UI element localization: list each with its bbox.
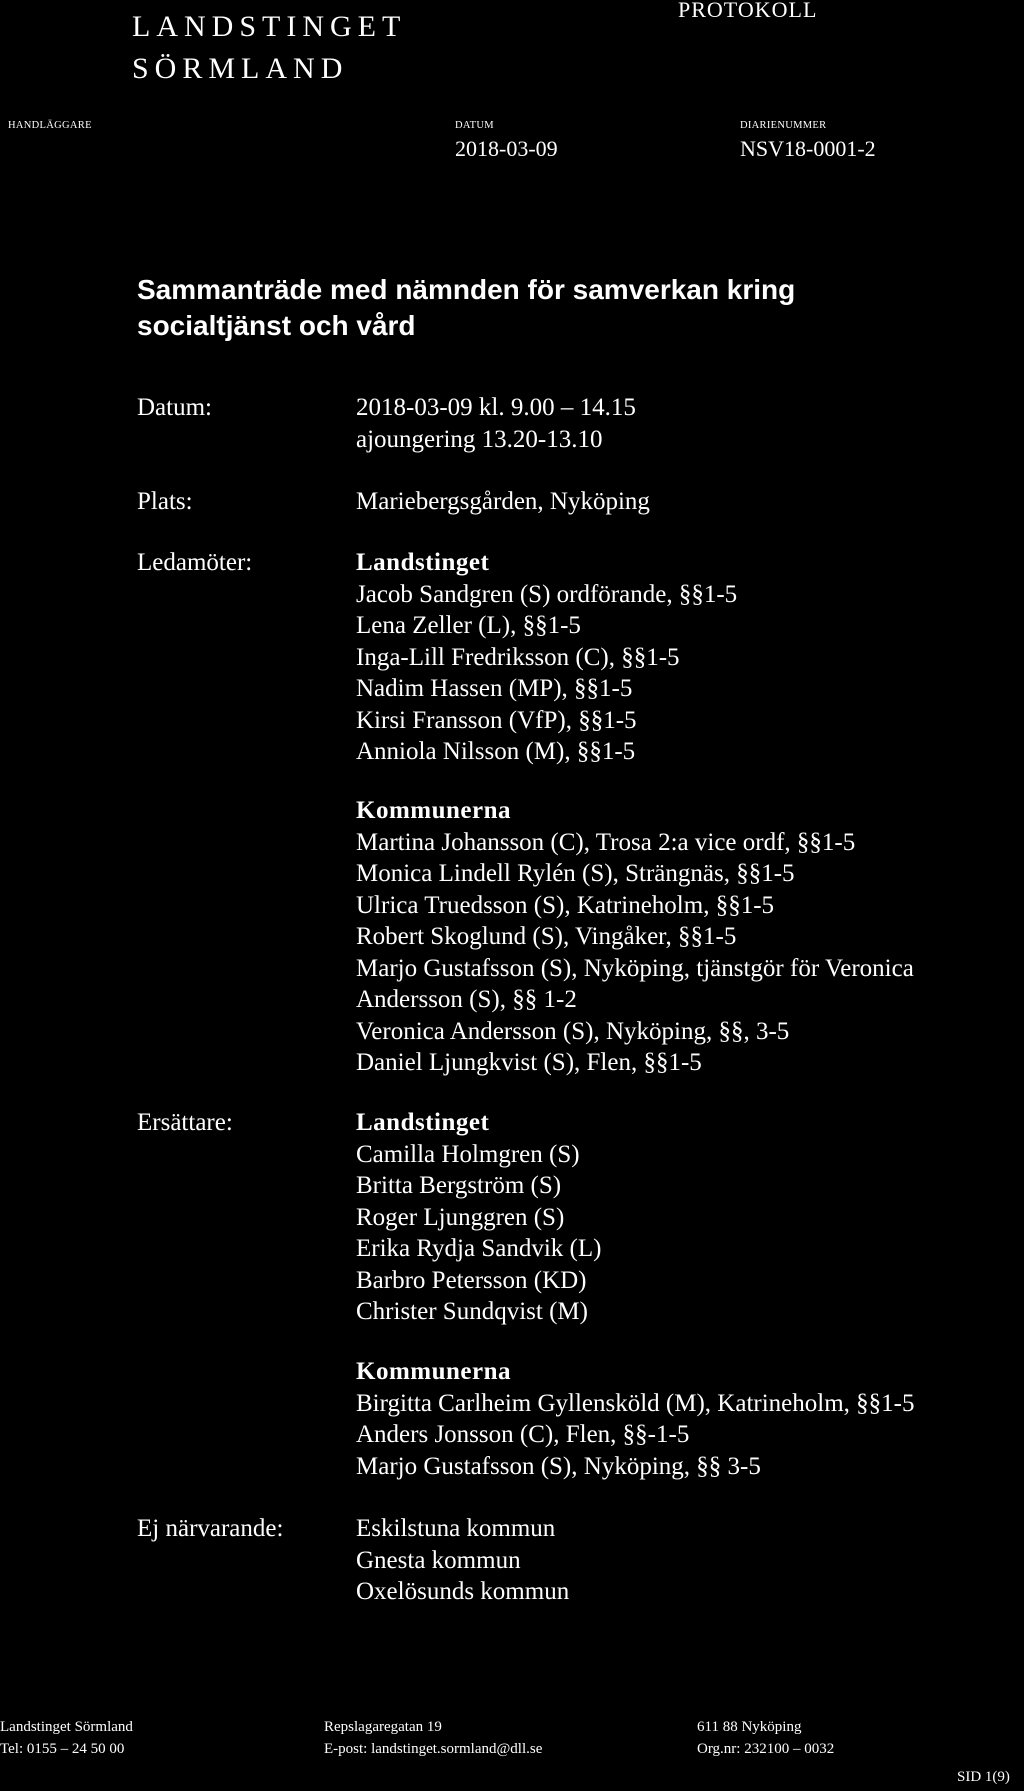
footer-postal-code: 611 88 Nyköping: [697, 1719, 802, 1735]
group-heading: Kommunerna: [356, 1358, 511, 1385]
list-item: Jacob Sandgren (S) ordförande, §§1-5: [356, 580, 738, 608]
footer-orgnr: Org.nr: 232100 – 0032: [697, 1741, 835, 1757]
datum-time: 2018-03-09 kl. 9.00 – 14.15: [356, 394, 636, 421]
logo-line-2: [132, 54, 406, 84]
datum-value: [356, 392, 636, 456]
datum-adjournment: ajoungering 13.20-13.10: [356, 426, 603, 453]
list-item: Robert Skoglund (S), Vingåker, §§1-5: [356, 923, 737, 950]
footer-org: [0, 1716, 133, 1760]
ej-narvarande-list: [356, 1513, 1024, 1608]
logo: [132, 12, 406, 84]
list-item: Anders Jonsson (C), Flen, §§-1-5: [356, 1421, 690, 1448]
list-item: Birgitta Carlheim Gyllensköld (M), Katrineholm, §§1-5: [356, 1389, 915, 1417]
plats-label: Plats:: [137, 488, 193, 515]
ledamoter-label: Ledamöter:: [137, 549, 253, 576]
ledamoter-kommunerna: [356, 795, 1024, 1079]
diarienummer-value: NSV18-0001-2: [740, 136, 876, 161]
footer-tel: Tel: 0155 – 24 50 00: [0, 1741, 125, 1757]
list-item: Eskilstuna kommun: [356, 1515, 556, 1542]
list-item: Monica Lindell Rylén (S), Strängnäs, §§1-5: [356, 860, 795, 887]
plats-value: Mariebergsgården, Nyköping: [356, 488, 650, 515]
list-item: Ulrica Truedsson (S), Katrineholm, §§1-5: [356, 891, 775, 919]
list-item: Gnesta kommun: [356, 1546, 521, 1574]
list-item: Inga-Lill Fredriksson (C), §§1-5: [356, 643, 680, 671]
logo-line-2-text: SÖRMLAND: [132, 52, 349, 85]
footer-org-name: Landstinget Sörmland: [0, 1719, 133, 1735]
page-number: SID 1(9): [957, 1769, 1010, 1785]
footer-postal: [697, 1716, 834, 1760]
list-item: Nadim Hassen (MP), §§1-5: [356, 675, 633, 702]
list-item: Martina Johansson (C), Trosa 2:a vice ordf, §§1-5: [356, 828, 856, 856]
list-item: Oxelösunds kommun: [356, 1578, 570, 1605]
list-item: Marjo Gustafsson (S), Nyköping, §§ 3-5: [356, 1452, 761, 1480]
list-item: Erika Rydja Sandvik (L): [356, 1235, 602, 1262]
handlaggare-label: HANDLÄGGARE: [8, 120, 92, 131]
diarienummer-label: DIARIENUMMER: [740, 120, 827, 131]
ersattare-kommunerna: [356, 1356, 1024, 1482]
footer-street: Repslagaregatan 19: [324, 1719, 442, 1735]
list-item: Lena Zeller (L), §§1-5: [356, 612, 581, 639]
list-item: Christer Sundqvist (M): [356, 1298, 588, 1325]
list-item: Barbro Petersson (KD): [356, 1266, 587, 1294]
logo-line-1: [132, 12, 406, 50]
group-heading: Kommunerna: [356, 797, 511, 824]
datum-label: Datum:: [137, 394, 212, 421]
group-heading: Landstinget: [356, 549, 490, 576]
list-item: Camilla Holmgren (S): [356, 1140, 580, 1168]
footer-email: E-post: landstinget.sormland@dll.se: [324, 1741, 543, 1757]
group-heading: Landstinget: [356, 1109, 490, 1136]
logo-line-1-text: LANDSTINGET: [132, 10, 407, 43]
ersattare-landstinget: [356, 1107, 1024, 1328]
ej-narvarande-label: Ej närvarande:: [137, 1515, 284, 1542]
list-item: Britta Bergström (S): [356, 1172, 562, 1199]
page-title: Sammanträde med nämnden för samverkan kring socialtjänst och vård: [137, 274, 796, 341]
list-item: Marjo Gustafsson (S), Nyköping, tjänstgör för Veronica: [356, 954, 914, 982]
document-type: PROTOKOLL: [678, 0, 818, 22]
list-item: Andersson (S), §§ 1-2: [356, 986, 577, 1013]
list-item: Kirsi Fransson (VfP), §§1-5: [356, 706, 637, 734]
ledamoter-landstinget: [356, 547, 1024, 768]
list-item: Roger Ljunggren (S): [356, 1203, 565, 1231]
footer-address: [324, 1716, 542, 1760]
list-item: Veronica Andersson (S), Nyköping, §§, 3-5: [356, 1017, 790, 1045]
list-item: Daniel Ljungkvist (S), Flen, §§1-5: [356, 1049, 702, 1076]
datum-meta-value: 2018-03-09: [455, 136, 558, 161]
datum-meta-label: DATUM: [455, 120, 494, 131]
list-item: Anniola Nilsson (M), §§1-5: [356, 738, 636, 765]
ersattare-label: Ersättare:: [137, 1109, 233, 1136]
